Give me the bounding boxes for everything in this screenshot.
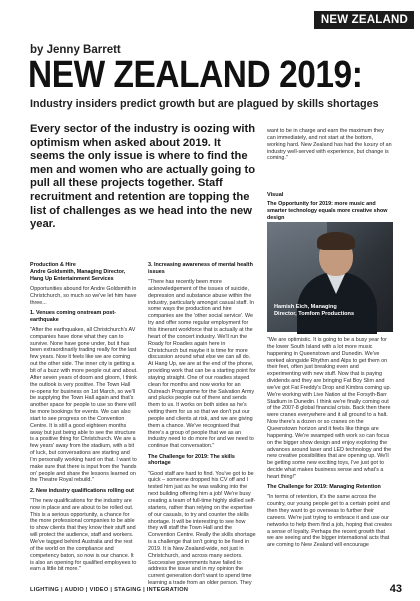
paragraph: "There has recently been more acknowledgement of the issues of suicide, depression and substance abuse within the industry, particularly amongst casual staff. In some ways the production and hire companies are the 'other social service'. We try and offer some regular employment for this itinerant workforce that is actually at the heart of the concert industry. We'll run the Roady for Roadies again here in Christchurch but maybe it is time for more discussion around what else we can all do. At Hang Up, we are at the end of the phone, providing work that can be a starting point for staying straight. One of our roadies stayed clean for months and now works for an Outreach Programme for the Salvation Army and plucks people out of there and sends them to us. It works on both sides as he's vetting them for us so that we don't put our people and clients at risk, and we are giving them a chance. We've recognised that there's a group of people that we as an industry need to do more for and we need to continue that conversation." — [148, 279, 256, 450]
heading-retention: The Challenge for 2019: Managing Retention — [267, 484, 381, 491]
column-3-top — [267, 128, 393, 192]
heading-mental-health: 3. Increasing awareness of mental health issues — [148, 262, 253, 275]
paragraph: "After the earthquakes, all Christchurch's AV companies have done what they can to survive. None have gone under, but it has been extraordinarily trading really for the last few years. Now it feels like we are coming out the other side. The inner city is getting a bit of a buzz with more people out and about. After seven years of doom and gloom, I think the outlook is very positive. The Town Hall re-opens for business on 1st March, so we'll be supplying the Town Hall again and that's another space for people to use so there will be more bookings for events. We can also start to see progress on the Convention Centre. It is still a good eighteen months away but just being able to see the structure is a positive thing for Christchurch. We are a few years' away from the stadium, with a bit of luck, but conversations are starting and I'm personally working hard on that. I want to make sure that there is input from the 'hands on' people and share the lessons learned on the Theatre Royal rebuild." — [30, 326, 138, 484]
column-1 — [30, 262, 138, 574]
heading-venues: 1. Venues coming onstream post-earthquake — [30, 309, 116, 323]
section-tag: NEW ZEALAND — [314, 11, 414, 29]
paragraph: "Good staff are hard to find. You've got to be quick – someone dropped his CV off and I tested him just as he was walking into the next building offering him a job! We're busy creating a team of full-time highly skilled self-starters, rather than relying on the expertise of our casuals, to try and counter the skills shortage. It will be interesting to see how they will staff the Town Hall and the Convention Centre. Really the skills shortage is a challenge that isn't going to be fixed in 2019. It is New Zealand-wide, not just in Christchurch, and across many sectors. Successive governments have failed to address the issue and in my opinion the current generation don't want to spend time learning a trade from an older person. They — [148, 470, 256, 587]
heading-skills-shortage: The Challenge for 2019: The skills shortage — [148, 453, 235, 467]
paragraph: "We are optimistic. It is going to be a busy year for the lower South Island with a lot more music happening in Queenstown and Dunedin. We've worked alongside Rhythm and Alps to get them on their feet, often just breaking even and experimenting with new stuff. Now that is paying dividends and they are bringing Fat Boy Slim and we've got Fat Freddy's Drop and Kimbra coming up. We're working with Live Nation at the Forsyth-Barr Stadium in Dunedin. I think we're finally coming out of the 2007-8 global financial crisis. Back then there were cranes everywhere and it all ground to a halt. Now there's a dozen or so cranes on the Queenstown horizon and it feels like things are happening. We're swamped with work so can focus on the bigger show design and enjoy exploring the advances around laser and LED technology and the new creative possibilities that are opening up. We'll be getting some new exciting toys, I've just got to decide what makes business sense and what's a heart thing!" — [267, 337, 392, 480]
visual-section — [267, 192, 393, 221]
byline: by Jenny Barrett — [30, 44, 121, 56]
photo-caption — [274, 304, 354, 318]
intro-text: Opportunities abound for Andre Goldsmith in Christchurch, so much so we've let him have three... — [30, 285, 137, 306]
standfirst: Every sector of the industry is oozing with optimism when asked about 2019. It seems the only issue is where to find the men and women who are actually going to pull all these projects together. Staff recruitment and retention are topping the list of challenges as we head into the new year. — [30, 123, 256, 231]
person-name: Andre Goldsmith, Managing Director, Hang Up Entertainment Services — [30, 268, 126, 282]
portrait-photo — [267, 222, 393, 332]
caption-name: Hamish Eich, Managing — [274, 304, 337, 310]
page-number: 43 — [389, 583, 402, 595]
caption-company: Director, Tomfom Productions — [274, 311, 355, 317]
paragraph: want to be in charge and earn the maximum they can immediately, and not start at the bottom, working hard. New Zealand has had the luxury of an industry well-served with experience, but change is coming." — [267, 128, 392, 162]
subhead: Industry insiders predict growth but are plagued by skills shortages — [30, 98, 379, 110]
visual-description: The Opportunity for 2019: more music and smarter technology equals more creative show design — [267, 201, 388, 221]
column-3 — [267, 337, 393, 574]
heading-qualifications: 2. New industry qualifications rolling out — [30, 487, 134, 494]
paragraph: "In terms of retention, it's the same across the country, our young people get to a certain point and then they want to go overseas to further their careers. We're just trying to embrace it and use our networks to help them find a job, hoping that creates a sense of loyalty. Perhaps the recent growth that we are seeing and the bigger international acts that are coming to New Zealand will encourage — [267, 494, 392, 549]
column-2 — [148, 262, 256, 587]
footer-sections: LIGHTING | AUDIO | VIDEO | STAGING | INTEGRATION — [30, 587, 189, 593]
visual-title: Visual — [267, 192, 284, 198]
section-label: Production & Hire — [30, 262, 76, 268]
photo-hair — [317, 232, 355, 250]
paragraph: "The new qualifications for the industry are now in place and are about to be rolled out. This is a serious opportunity, a chance for the more professional companies to be able to show clients that they know their stuff and will protect the audience, staff and workers. We've tagged behind Australia and the rest of the world on the compliance and competency baton, so now is our chance. It is also an opening for qualified employees to earn a little bit more." — [30, 497, 137, 573]
headline: NEW ZEALAND 2019: — [28, 54, 363, 96]
